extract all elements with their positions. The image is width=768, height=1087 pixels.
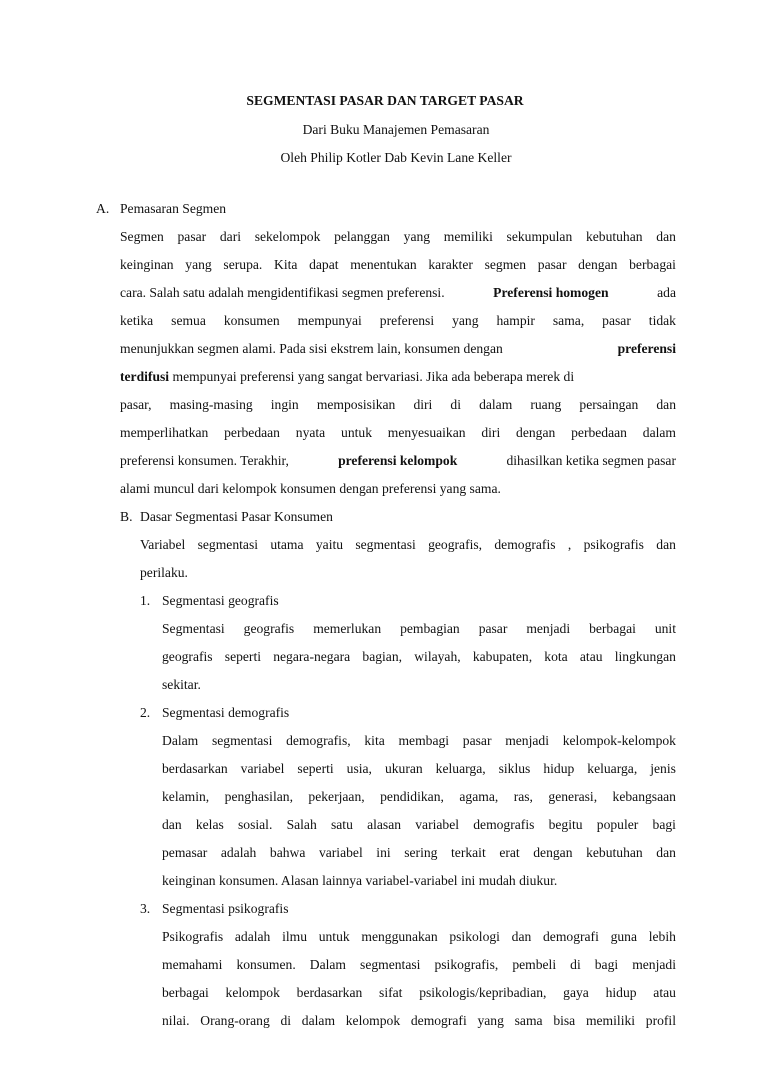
word: geografis [243, 621, 295, 636]
term-preferensi-homogen: Preferensi homogen [493, 285, 609, 300]
item-2-line-2 [162, 761, 676, 777]
section-a-line-6-rest: mempunyai preferensi yang sangat bervariasi. Jika ada beberapa merek di [172, 369, 575, 384]
word: adalah [234, 929, 271, 944]
word: segmentasi [360, 957, 421, 972]
word: pasar [478, 621, 508, 636]
word: sosial. [237, 817, 273, 832]
word: atau [579, 649, 603, 664]
word: sering [404, 845, 438, 860]
item-2-line-3-text [162, 789, 676, 805]
item-3-heading: Segmentasi psikografis [162, 901, 289, 916]
word: persaingan [579, 397, 639, 412]
section-a-line-5-start: menunjukkan segmen alami. Pada sisi ekstrem lain, konsumen dengan [120, 341, 503, 356]
word: Psikografis [162, 929, 224, 944]
word: membagi [398, 733, 450, 748]
word: preferensi [379, 313, 435, 328]
word: Variabel [140, 537, 186, 552]
item-3-line-4 [162, 1013, 676, 1029]
word: pembagian [400, 621, 460, 636]
word: hidup [543, 761, 575, 776]
word: berdasarkan [296, 985, 363, 1000]
word: variabel [318, 845, 363, 860]
section-a-line-3-end: ada [657, 285, 676, 300]
word: kelompok-kelompok [562, 733, 676, 748]
word: pemasar [162, 845, 208, 860]
word: terkait [451, 845, 486, 860]
item-3-line-1-text [162, 929, 676, 945]
word: dan [656, 397, 676, 412]
section-a-line-3 [120, 285, 676, 301]
item-1-marker: 1. [140, 593, 151, 608]
section-b-marker: B. [120, 509, 133, 524]
word: ingin [270, 397, 299, 412]
item-3-line-3-text [162, 985, 676, 1001]
section-a-line-1 [120, 229, 676, 245]
word: pasar [602, 313, 631, 328]
word: Orang-orang [200, 1013, 270, 1028]
word: dan [162, 817, 182, 832]
word: konsumen. [236, 957, 296, 972]
section-a-line-8 [120, 425, 676, 441]
word: menentukan [350, 257, 417, 272]
word: untuk [341, 425, 372, 440]
word: demografi [543, 929, 599, 944]
word: erat [499, 845, 520, 860]
word: sama [514, 1013, 543, 1028]
item-3-line-2 [162, 957, 676, 973]
word: dari [219, 229, 241, 244]
word: nilai. [162, 1013, 190, 1028]
word: kebangsaan [612, 789, 676, 804]
word: lebih [648, 929, 676, 944]
word: yaitu [315, 537, 344, 552]
word: ketika [120, 313, 154, 328]
word: variabel [415, 817, 460, 832]
word: ini [376, 845, 391, 860]
item-2-line-5 [162, 845, 676, 861]
item-2-line-6: keinginan konsumen. Alasan lainnya variabel-variabel ini mudah diukur. [162, 873, 558, 888]
word: demografi [410, 1013, 467, 1028]
item-1-line-1 [162, 621, 676, 637]
item-2-line-5-text [162, 845, 676, 861]
word: berbagai [629, 257, 676, 272]
word: dan [656, 229, 676, 244]
word: yang [452, 313, 479, 328]
item-1-line-2 [162, 649, 676, 665]
section-a-line-9 [120, 453, 676, 469]
word: pasar [177, 229, 207, 244]
word: ukuran [384, 761, 423, 776]
word: usia, [346, 761, 372, 776]
word: begitu [548, 817, 583, 832]
word: dengan [516, 425, 556, 440]
word: dan [511, 929, 532, 944]
document-source: Dari Buku Manajemen Pemasaran [302, 122, 490, 137]
word: penghasilan, [224, 789, 293, 804]
section-a-line-1-text [120, 229, 676, 245]
word: ilmu [282, 929, 307, 944]
word: siklus [498, 761, 531, 776]
word: bagi [652, 817, 676, 832]
word: segmen [484, 257, 527, 272]
word: dapat [309, 257, 339, 272]
item-2-line-1 [162, 733, 676, 749]
word: sekumpulan [506, 229, 573, 244]
section-a-line-9-end: dihasilkan ketika segmen pasar [506, 453, 676, 468]
word: di [450, 397, 461, 412]
word: agama, [459, 789, 499, 804]
word: menjadi [632, 957, 676, 972]
section-a-line-4 [120, 313, 676, 329]
section-a-marker: A. [96, 201, 110, 216]
item-2-heading: Segmentasi demografis [162, 705, 290, 720]
word: dengan [533, 845, 573, 860]
section-a-line-10: alami muncul dari kelompok konsumen dengan preferensi yang sama. [120, 481, 501, 496]
word: psikografis [583, 537, 644, 552]
word: mempunyai [297, 313, 362, 328]
word: memiliki [585, 1013, 636, 1028]
item-2-line-3 [162, 789, 676, 805]
word: berbagai [162, 985, 209, 1000]
word: nyata [295, 425, 326, 440]
word: kota [544, 649, 568, 664]
item-3-line-3 [162, 985, 676, 1001]
word: semua [171, 313, 206, 328]
word: Dalam [162, 733, 199, 748]
word: dalam [301, 1013, 336, 1028]
word: Segmen [120, 229, 164, 244]
item-2-line-1-text [162, 733, 676, 749]
word: menjadi [505, 733, 549, 748]
word: Kita [274, 257, 298, 272]
word: memposisikan [316, 397, 396, 412]
word: pasar [537, 257, 567, 272]
word: demografis [473, 817, 535, 832]
word: pekerjaan, [308, 789, 365, 804]
item-2-marker: 2. [140, 705, 151, 720]
term-preferensi: preferensi [617, 341, 676, 356]
word: utama [270, 537, 304, 552]
word: unit [654, 621, 676, 636]
section-a-line-7-text [120, 397, 676, 413]
word: pembeli [512, 957, 557, 972]
word: kelas [195, 817, 224, 832]
word: berbagai [589, 621, 636, 636]
section-a-line-2-text [120, 257, 676, 273]
word: kelompok [345, 1013, 401, 1028]
word: perbedaan [224, 425, 280, 440]
section-b-heading: Dasar Segmentasi Pasar Konsumen [140, 509, 333, 524]
term-terdifusi: terdifusi [120, 369, 170, 384]
word: yang [185, 257, 212, 272]
word: keinginan [120, 257, 174, 272]
word: psikologis/kepribadian, [419, 985, 547, 1000]
word: variabel [240, 761, 285, 776]
word: keluarga, [587, 761, 638, 776]
word: seperti [297, 761, 334, 776]
word: geografis [162, 649, 213, 664]
section-a-line-9-start: preferensi konsumen. Terakhir, [120, 453, 289, 468]
item-2-line-4-text [162, 817, 676, 833]
word: negara-negara [273, 649, 351, 664]
word: guna [610, 929, 638, 944]
word: kita [364, 733, 385, 748]
word: memperlihatkan [120, 425, 209, 440]
word: sifat [379, 985, 403, 1000]
section-a-line-8-text [120, 425, 676, 441]
word: atau [653, 985, 676, 1000]
section-b-line-2: perilaku. [140, 565, 188, 580]
word: sama, [552, 313, 585, 328]
section-a-line-4-text [120, 313, 676, 329]
word: generasi, [548, 789, 598, 804]
item-1-line-3: sekitar. [162, 677, 201, 692]
item-2-line-4 [162, 817, 676, 833]
section-a-line-2 [120, 257, 676, 273]
word: masing-masing [169, 397, 253, 412]
word: konsumen [223, 313, 280, 328]
word: pasar [462, 733, 492, 748]
word: segmentasi [211, 733, 273, 748]
word: geografis, [428, 537, 483, 552]
word: psikologi [449, 929, 500, 944]
word: kelamin, [162, 789, 210, 804]
item-1-heading: Segmentasi geografis [162, 593, 279, 608]
word: diri [413, 397, 433, 412]
word: demografis, [286, 733, 351, 748]
word: kelompok [225, 985, 280, 1000]
word: Salah [286, 817, 317, 832]
word: hampir [496, 313, 535, 328]
word: pendidikan, [380, 789, 444, 804]
word: adalah [220, 845, 257, 860]
word: pasar, [120, 397, 152, 412]
word: alasan [367, 817, 402, 832]
document-authors: Oleh Philip Kotler Dab Kevin Lane Keller [280, 150, 512, 165]
word: satu [330, 817, 353, 832]
word: , [567, 537, 572, 552]
word: di [570, 957, 581, 972]
word: dan [656, 845, 676, 860]
word: dalam [642, 425, 676, 440]
word: ruang [530, 397, 562, 412]
word: memerlukan [313, 621, 382, 636]
word: perbedaan [571, 425, 627, 440]
item-3-marker: 3. [140, 901, 151, 916]
word: pelanggan [334, 229, 390, 244]
word: profil [645, 1013, 676, 1028]
word: bisa [553, 1013, 576, 1028]
section-b-line-1 [140, 537, 676, 553]
word: tidak [648, 313, 676, 328]
section-a-line-7 [120, 397, 676, 413]
word: ras, [513, 789, 533, 804]
item-3-line-1 [162, 929, 676, 945]
section-b-line-1-text [140, 537, 676, 553]
item-2-line-2-text [162, 761, 676, 777]
word: wilayah, [414, 649, 461, 664]
word: serupa. [223, 257, 263, 272]
word: segmentasi [197, 537, 259, 552]
word: diri [481, 425, 501, 440]
word: hidup [605, 985, 637, 1000]
item-3-line-2-text [162, 957, 676, 973]
word: Segmentasi [162, 621, 225, 636]
word: kebutuhan [585, 229, 643, 244]
word: dengan [578, 257, 618, 272]
word: Dalam [309, 957, 346, 972]
item-1-line-1-text [162, 621, 676, 637]
word: sekelompok [254, 229, 321, 244]
word: untuk [318, 929, 350, 944]
section-a-heading: Pemasaran Segmen [120, 201, 227, 216]
section-a-line-5 [120, 341, 676, 357]
item-3-line-4-text [162, 1013, 676, 1029]
word: kabupaten, [472, 649, 533, 664]
word: bagian, [362, 649, 403, 664]
word: karakter [428, 257, 473, 272]
word: populer [596, 817, 639, 832]
word: gaya [563, 985, 589, 1000]
word: di [280, 1013, 292, 1028]
word: lingkungan [614, 649, 676, 664]
word: memiliki [443, 229, 493, 244]
word: bagi [594, 957, 619, 972]
word: yang [403, 229, 431, 244]
word: dan [656, 537, 676, 552]
item-1-line-2-text [162, 649, 676, 665]
word: demografis [494, 537, 556, 552]
document-title: SEGMENTASI PASAR DAN TARGET PASAR [246, 93, 524, 108]
word: menggunakan [361, 929, 438, 944]
section-a-line-6 [120, 369, 676, 385]
term-preferensi-kelompok: preferensi kelompok [338, 453, 458, 468]
word: seperti [224, 649, 262, 664]
section-a-line-3-start: cara. Salah satu adalah mengidentifikasi segmen preferensi. [120, 285, 445, 300]
word: jenis [650, 761, 676, 776]
word: berdasarkan [162, 761, 228, 776]
word: memahami [162, 957, 223, 972]
word: menyesuaikan [387, 425, 466, 440]
word: dalam [479, 397, 513, 412]
word: yang [477, 1013, 504, 1028]
word: kebutuhan [586, 845, 643, 860]
word: menjadi [526, 621, 571, 636]
word: psikografis, [434, 957, 499, 972]
word: segmentasi [355, 537, 416, 552]
word: bahwa [269, 845, 306, 860]
word: keluarga, [435, 761, 486, 776]
